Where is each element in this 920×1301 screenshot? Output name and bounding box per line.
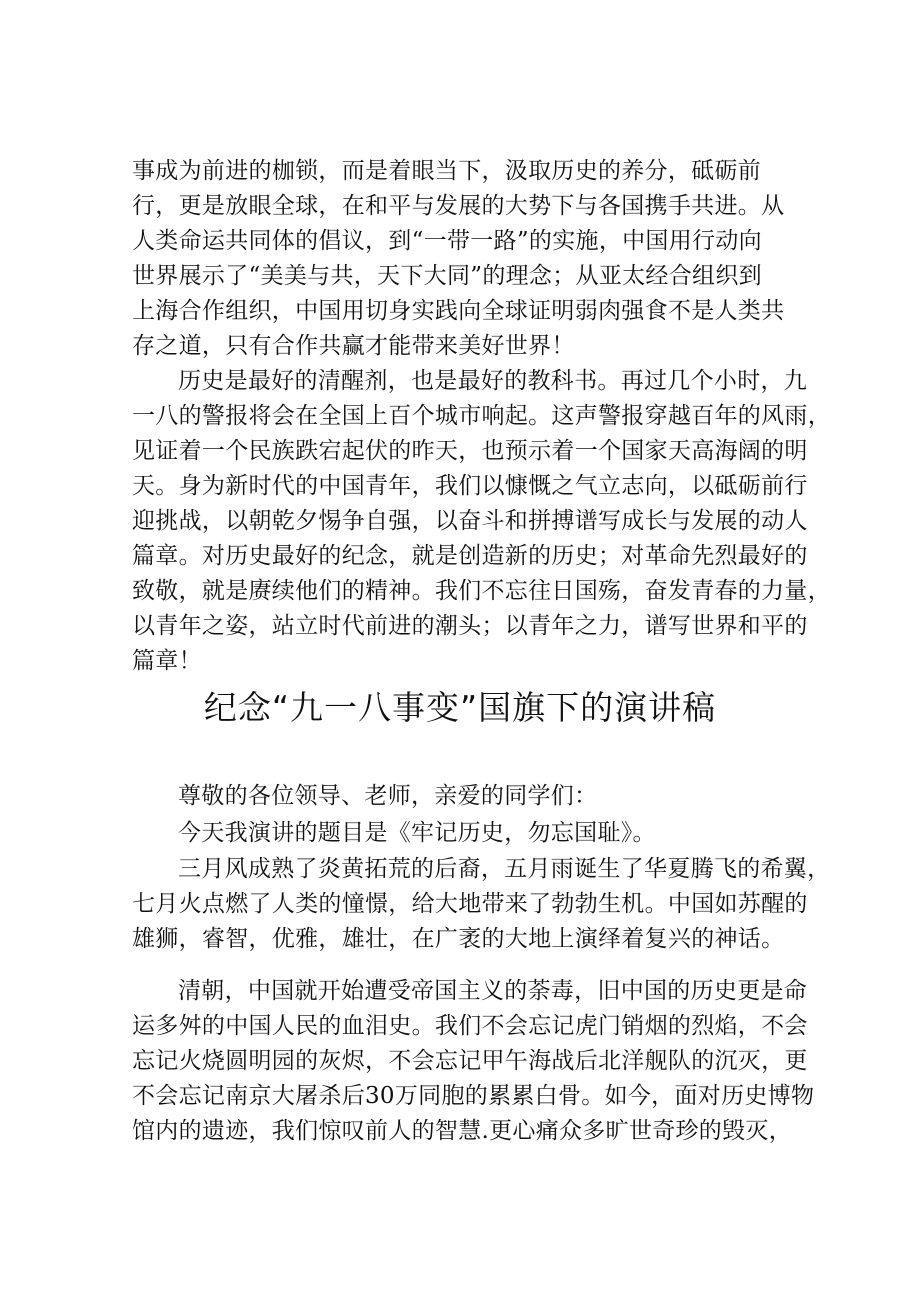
- paragraph-line: 以青年之姿，站立时代前进的潮头；以青年之力，谱写世界和平的: [132, 613, 808, 639]
- paragraph-line: 历史是最好的清醒剂，也是最好的教科书。再过几个小时，九: [178, 368, 808, 394]
- paragraph-line: 七月火点燃了人类的憧憬，给大地带来了勃勃生机。中国如苏醒的: [132, 891, 808, 917]
- paragraph-line: 三月风成熟了炎黄拓荒的后裔，五月雨诞生了华夏腾飞的希翼，: [178, 856, 831, 882]
- paragraph-line: 存之道，只有合作共赢才能带来美好世界！: [132, 333, 575, 359]
- paragraph-line: 上海合作组织，中国用切身实践向全球证明弱肉强食不是人类共: [132, 298, 785, 324]
- paragraph-line: 忘记火烧圆明园的灰烬，不会忘记甲午海战后北洋舰队的沉灭，更: [132, 1048, 808, 1074]
- paragraph-line: 篇章！: [132, 648, 202, 674]
- paragraph-line: 运多舛的中国人民的血泪史。我们不会忘记虎门销烟的烈焰，不会: [132, 1013, 808, 1039]
- paragraph-line: 雄狮，睿智，优雅，雄壮，在广袤的大地上演绎着复兴的神话。: [132, 926, 785, 952]
- speech-title: 纪念“九一八事变”国旗下的演讲稿: [203, 688, 717, 727]
- paragraph-line: 一八的警报将会在全国上百个城市响起。这声警报穿越百年的风雨，: [132, 403, 831, 429]
- paragraph-line: 事成为前进的枷锁，而是着眼当下，汲取历史的养分，砥砺前: [132, 158, 762, 184]
- paragraph-line: 世界展示了“美美与共，天下大同”的理念；从亚太经合组织到: [132, 263, 762, 289]
- paragraph-line: 天。身为新时代的中国青年，我们以慷慨之气立志向，以砥砺前行: [132, 473, 808, 499]
- paragraph-line: 馆内的遗迹，我们惊叹前人的智慧.更心痛众多旷世奇珍的毁灭，: [132, 1118, 793, 1144]
- paragraph-line: 不会忘记南京大屠杀后30万同胞的累累白骨。如今，面对历史博物: [132, 1083, 815, 1109]
- paragraph-line: 迎挑战，以朝乾夕惕争自强，以奋斗和拼搏谱写成长与发展的动人: [132, 508, 808, 534]
- topic-line: 今天我演讲的题目是《牢记历史，勿忘国耻》。: [178, 820, 656, 846]
- paragraph-line: 致敬，就是赓续他们的精神。我们不忘往日国殇，奋发青春的力量，: [132, 578, 831, 604]
- paragraph-line: 篇章。对历史最好的纪念，就是创造新的历史；对革命先烈最好的: [132, 543, 808, 569]
- greeting-line: 尊敬的各位领导、老师，亲爱的同学们：: [178, 783, 598, 809]
- paragraph-line: 见证着一个民族跌宕起伏的昨天，也预示着一个国家天高海阔的明: [132, 438, 808, 464]
- paragraph-line: 人类命运共同体的倡议，到“一带一路”的实施，中国用行动向: [132, 228, 762, 254]
- paragraph-line: 清朝，中国就开始遭受帝国主义的荼毒，旧中国的历史更是命: [178, 978, 808, 1004]
- paragraph-line: 行，更是放眼全球，在和平与发展的大势下与各国携手共进。从: [132, 193, 785, 219]
